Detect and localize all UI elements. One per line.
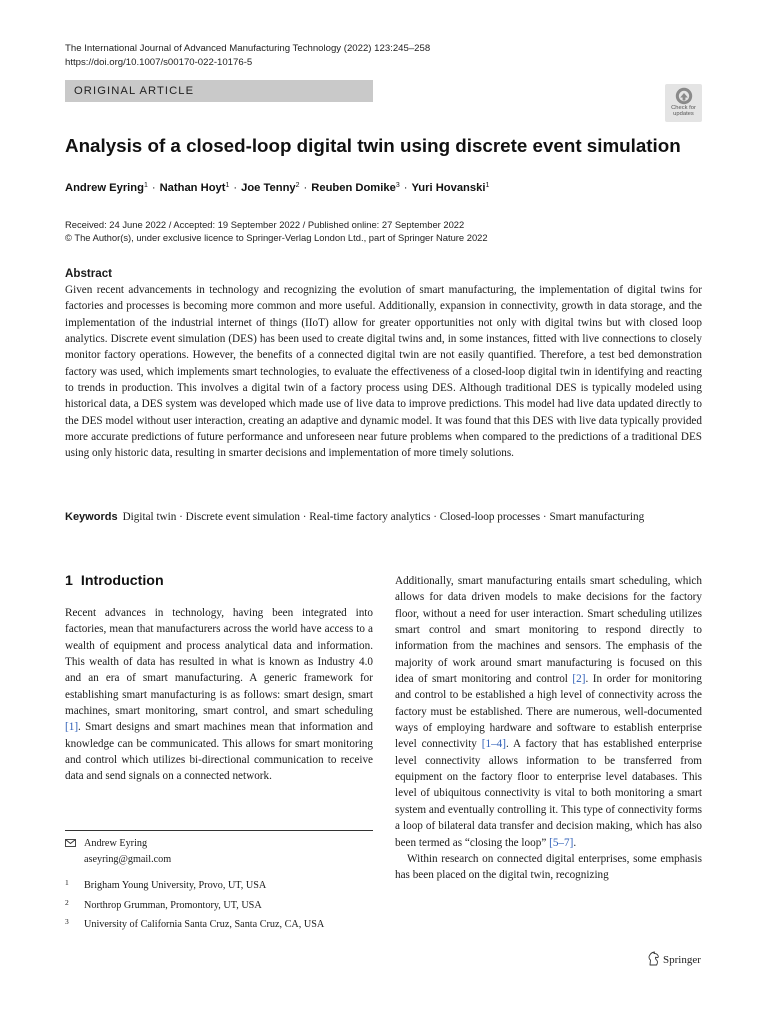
text-span: . [573, 836, 577, 849]
text-span: . In order for monitoring and control to be established a high level of connectivity across the factory must be established. There are numerous, well-documented ways of employing hardware and software to establish enterprise level connectivity [395, 673, 702, 751]
paragraph: Within research on connected digital enterprises, some emphasis has been placed on the digital twin, recognizing [395, 852, 702, 882]
text-span: Additionally, smart manufacturing entails smart scheduling, which allows for data driven models to make decisions for the factory floor, without a need for user interaction. Smart scheduling utilizes smart control and smart monitoring to respond directly to information from the machines and sensors. The emphasis of the majority of work around smart manufacturing is focused on this idea of smart monitoring and control [395, 575, 702, 686]
text-span: . Smart designs and smart machines mean that information and knowledge can be communicated. This allows for smart monitoring and control which utilizes bi-directional communication to receive data and send signals on a connected network. [65, 721, 373, 783]
citation-link[interactable]: [1–4] [481, 738, 506, 751]
affiliation-text: Northrop Grumman, Promontory, UT, USA [84, 900, 262, 911]
affiliation-text: Brigham Young University, Provo, UT, USA [84, 880, 267, 891]
footnote-divider [65, 830, 373, 831]
left-column-text [65, 605, 373, 785]
citation-link[interactable]: [2] [572, 673, 586, 686]
publication-dates: Received: 24 June 2022 / Accepted: 19 September 2022 / Published online: 27 September 2022 [65, 219, 465, 230]
affiliation-number: 2 [65, 898, 69, 907]
text-span: . A factory that has established enterprise level connectivity allows information to be transferred from equipment on the factory floor to enterprise level databases. This level of ubiquitous connectivity is vital to both monitoring a smart system and eventually controlling it. This type of connectivity forms a loop of bilateral data transfer and decision making, which has also been termed as “closing the loop” [395, 738, 702, 849]
keywords-label: Keywords [65, 511, 118, 523]
section-title: Introduction [80, 573, 164, 589]
citation-link[interactable]: [1] [65, 721, 79, 734]
author-affil-mark: 3 [395, 182, 400, 189]
paragraph [65, 605, 373, 785]
text-span: Recent advances in technology, having been integrated into factories, mean that manufacturers across the world have access to a wealth of equipment and process analytical data and information. This wealth of data has resulted in what is known as Industry 4.0 and an era of smart manufacturing. A generic framework for establishing smart manufacturing is as follows: smart design, smart machines, smart monitoring, smart control, and smart scheduling [65, 607, 373, 718]
section-number: 1 [65, 573, 73, 589]
corresponding-author [65, 837, 171, 867]
abstract-text: Given recent advancements in technology and recognizing the evolution of smart manufacturing, the implementation of digital twins for factories and processes is becoming more common and more useful. Additionally, expansion in connectivity, growth in data storage, and the implementation of the industrial internet of things (IIoT) allow for greater opportunities not only with digital twins but with closed loop analytics. Discrete event simulation (DES) has been used to create digital twins and, in some instances, fitted with live connections to closely monitor factory operations. However, the benefits of a connected digital twin are not easily quantified. Therefore, a test bed demonstration factory was used, which implements smart technologies, to evaluate the effectiveness of a closed-loop digital twin in identifying and reacting to trends in production. This involves a digital twin of a factory process using DES. Although traditional DES is typically modeled using historical data, a DES system was developed which made use of live data to improve predictions. This model had live data updated directly to the DES model without user interaction, creating an adaptive and dynamic model. It was found that this DES with live data typically provided more accurate predictions of future performance and unforeseen near future problems when compared to the predictions of a traditional DES using only historic data, resulting in smarter decisions and implementation of more timely solutions. [65, 284, 702, 460]
envelope-icon [65, 838, 77, 853]
affiliation [65, 896, 262, 913]
check-badge-line-2: updates [673, 111, 694, 118]
right-column-text [395, 573, 702, 884]
author-name[interactable]: Yuri Hovanski [411, 182, 486, 194]
keywords-text: Digital twin · Discrete event simulation · Real-time factory analytics · Closed-loop processes · Smart manufacturing [122, 511, 645, 523]
article-type-banner: ORIGINAL ARTICLE [65, 80, 373, 102]
author-affil-mark: 1 [485, 182, 490, 189]
affiliation [65, 915, 324, 932]
affiliation-number: 3 [65, 917, 69, 926]
springer-horse-icon [647, 951, 660, 966]
affiliation-number: 1 [65, 878, 69, 887]
journal-citation-line: The International Journal of Advanced Manufacturing Technology (2022) 123:245–258 [65, 43, 431, 54]
author-name[interactable]: Andrew Eyring [65, 182, 144, 194]
keywords [65, 509, 702, 525]
author-name[interactable]: Nathan Hoyt [159, 182, 226, 194]
check-for-updates-badge[interactable] [665, 84, 702, 122]
paper-title: Analysis of a closed-loop digital twin using discrete event simulation [65, 135, 681, 156]
author-separator: · [303, 182, 308, 194]
paragraph [395, 573, 702, 851]
author-affil-mark: 2 [295, 182, 300, 189]
abstract-heading: Abstract [65, 267, 113, 280]
author-affil-mark: 1 [225, 182, 230, 189]
publisher-name: Springer [663, 954, 701, 966]
author-name[interactable]: Joe Tenny [241, 182, 296, 194]
section-heading [65, 571, 164, 591]
author-affil-mark: 1 [143, 182, 148, 189]
corresponding-author-email[interactable]: aseyring@gmail.com [84, 853, 172, 865]
corresponding-author-name: Andrew Eyring [84, 838, 148, 849]
author-list [65, 178, 489, 196]
doi-link[interactable]: https://doi.org/10.1007/s00170-022-10176-5 [65, 57, 253, 68]
author-separator: · [233, 182, 238, 194]
author-separator: · [151, 182, 156, 194]
check-badge-line-1: Check for [671, 105, 696, 111]
copyright-license: © The Author(s), under exclusive licence to Springer-Verlag London Ltd., part of Springer Nature 2022 [65, 232, 488, 243]
citation-link[interactable]: [5–7] [549, 836, 574, 849]
affiliation-text: University of California Santa Cruz, Santa Cruz, CA, USA [84, 919, 325, 930]
check-for-updates-icon [675, 87, 693, 105]
affiliation [65, 876, 266, 893]
author-separator: · [403, 182, 408, 194]
author-name[interactable]: Reuben Domike [311, 182, 396, 194]
publisher-logo [647, 951, 701, 968]
